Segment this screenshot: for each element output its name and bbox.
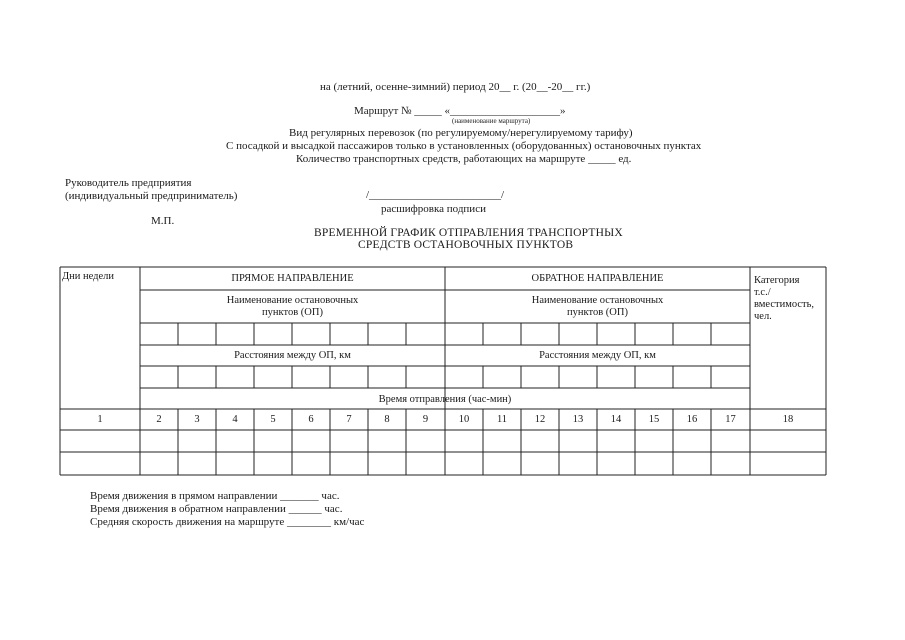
route-name-caption: (наименование маршрута)	[452, 117, 531, 125]
vehicle-count: Количество транспортных средств, работающих на маршруте _____ ед.	[296, 153, 632, 165]
column-number: 7	[346, 414, 352, 425]
category-header: Категория т.с./ вместимость, чел.	[754, 275, 815, 322]
boarding-note: С посадкой и высадкой пассажиров только в установленных (оборудованных) остановочных пунктах	[226, 140, 702, 152]
period-line: на (летний, осенне-зимний) период 20__ г. (20__-20__ гг.)	[320, 81, 591, 93]
column-number: 8	[384, 414, 390, 425]
column-number: 9	[422, 414, 429, 425]
column-number: 2	[156, 414, 162, 425]
column-number: 16	[686, 414, 698, 425]
signature-caption: расшифровка подписи	[381, 203, 486, 215]
column-number: 5	[270, 414, 276, 425]
column-number: 17	[725, 414, 736, 425]
column-number: 4	[232, 414, 238, 425]
column-number: 13	[572, 414, 584, 425]
column-number: 12	[534, 414, 546, 425]
route-name-blank: «____________________»	[444, 105, 566, 117]
column-number: 6	[308, 414, 314, 425]
route-prefix: Маршрут №	[354, 105, 412, 117]
column-number: 1	[97, 414, 103, 425]
head-title-sub: (индивидуальный предприниматель)	[65, 190, 238, 202]
forward-travel-time: Время движения в прямом направлении _______ час.	[90, 490, 340, 502]
column-number: 14	[610, 414, 622, 425]
route-number-blank: _____	[414, 105, 442, 117]
column-number: 18	[782, 414, 794, 425]
forward-distance-header: Расстояния между ОП, км	[234, 350, 351, 361]
stamp-label: М.П.	[151, 215, 175, 227]
column-number: 11	[496, 414, 508, 425]
signature-line: /________________________/	[366, 189, 505, 201]
transport-type: Вид регулярных перевозок (по регулируемому/нерегулируемому тарифу)	[289, 127, 633, 139]
backward-distance-header: Расстояния между ОП, км	[539, 350, 656, 361]
backward-direction-header: ОБРАТНОЕ НАПРАВЛЕНИЕ	[531, 273, 664, 284]
forward-direction-header: ПРЯМОЕ НАПРАВЛЕНИЕ	[231, 273, 354, 284]
forward-stops-header: Наименование остановочных пунктов (ОП)	[226, 295, 359, 318]
backward-stops-header: Наименование остановочных пунктов (ОП)	[531, 295, 664, 318]
schedule-title-line1: ВРЕМЕННОЙ ГРАФИК ОТПРАВЛЕНИЯ ТРАНСПОРТНЫХ	[314, 227, 623, 239]
schedule-title-line2: СРЕДСТВ ОСТАНОВОЧНЫХ ПУНКТОВ	[358, 239, 574, 251]
column-number: 3	[194, 414, 200, 425]
column-number: 15	[648, 414, 660, 425]
days-column-header: Дни недели	[62, 271, 115, 282]
head-title: Руководитель предприятия	[65, 177, 192, 189]
backward-travel-time: Время движения в обратном направлении ______ час.	[90, 503, 343, 515]
column-number: 10	[458, 414, 470, 425]
average-speed: Средняя скорость движения на маршруте ________ км/час	[90, 516, 365, 528]
departure-time-header: Время отправления (час-мин)	[378, 394, 512, 405]
